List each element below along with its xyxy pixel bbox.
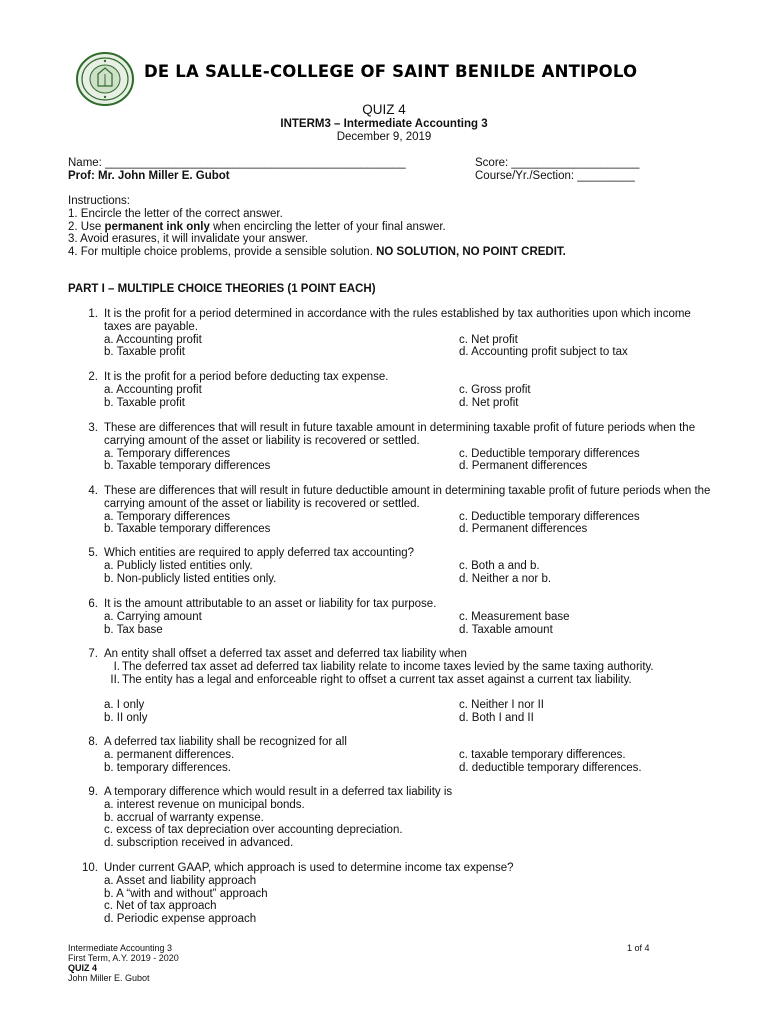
- option-b[interactable]: b. Non-publicly listed entities only.: [104, 572, 277, 585]
- statement-ii: The entity has a legal and enforceable right to offset a current tax asset against a current tax liability.: [122, 673, 632, 686]
- question-5: [76, 547, 716, 585]
- option-c[interactable]: c. Net of tax approach: [104, 900, 217, 913]
- option-d[interactable]: d. deductible temporary differences.: [459, 761, 642, 774]
- roman-numeral: I.: [113, 660, 120, 673]
- question-stem: Under current GAAP, which approach is used to determine income tax expense?: [104, 862, 514, 874]
- school-seal-icon: [76, 52, 134, 106]
- option-c[interactable]: c. Net profit: [459, 333, 518, 346]
- question-stem: It is the profit for a period determined in accordance with the rules established by tax authorities upon which income taxes are payable.: [104, 308, 691, 333]
- option-c[interactable]: c. taxable temporary differences.: [459, 748, 626, 761]
- question-number: 5.: [88, 547, 98, 559]
- option-a[interactable]: a. I only: [104, 699, 145, 712]
- question-stem: These are differences that will result in future deductible amount in determining taxable profit of future periods when the carrying amount of the asset or liability is recovered or settled.: [104, 485, 711, 510]
- question-stem: These are differences that will result in future taxable amount in determining taxable profit of future periods when the carrying amount of the asset or liability is recovered or settled.: [104, 422, 696, 447]
- question-number: 2.: [88, 371, 98, 383]
- question-10: [76, 862, 716, 926]
- option-b[interactable]: b. Taxable profit: [104, 396, 185, 409]
- prof-label: Prof: Mr. John Miller E. Gubot: [68, 170, 230, 182]
- option-b[interactable]: b. temporary differences.: [104, 761, 231, 774]
- option-d[interactable]: d. Permanent differences: [459, 523, 588, 536]
- option-c[interactable]: c. Gross profit: [459, 383, 531, 396]
- statement-i: The deferred tax asset ad deferred tax liability relate to income taxes levied by the same taxing authority.: [122, 660, 654, 673]
- quiz-date: December 9, 2019: [336, 131, 432, 143]
- name-field[interactable]: Name: _______________________________________________: [68, 157, 406, 169]
- question-stem: A deferred tax liability shall be recognized for all: [104, 736, 347, 748]
- question-number: 7.: [88, 648, 98, 660]
- option-b[interactable]: b. Tax base: [104, 623, 163, 636]
- instruction-2: 2. Use permanent ink only when encircling the letter of your final answer.: [68, 221, 446, 233]
- option-a[interactable]: a. Temporary differences: [104, 447, 231, 460]
- footer-term: First Term, A.Y. 2019 - 2020: [68, 953, 179, 963]
- option-d[interactable]: d. Neither a nor b.: [459, 572, 552, 585]
- question-stem: An entity shall offset a deferred tax asset and deferred tax liability when: [104, 648, 467, 660]
- instruction-1: 1. Encircle the letter of the correct answer.: [68, 208, 283, 220]
- question-number: 1.: [88, 308, 98, 320]
- option-c[interactable]: c. Neither I nor II: [459, 699, 545, 712]
- option-c[interactable]: c. excess of tax depreciation over accounting depreciation.: [104, 824, 403, 837]
- question-number: 10.: [82, 862, 98, 874]
- page-footer: [68, 943, 179, 983]
- instruction-3: 3. Avoid erasures, it will invalidate your answer.: [68, 233, 309, 245]
- question-8: [76, 736, 716, 774]
- option-a[interactable]: a. Accounting profit: [104, 383, 202, 396]
- option-a[interactable]: a. permanent differences.: [104, 748, 235, 761]
- question-9: [76, 786, 716, 850]
- option-a[interactable]: a. Publicly listed entities only.: [104, 559, 253, 572]
- option-b[interactable]: b. II only: [104, 711, 148, 724]
- page-number: 1 of 4: [627, 943, 650, 953]
- option-c[interactable]: c. Deductible temporary differences: [459, 510, 640, 523]
- roman-numeral: II.: [110, 673, 120, 686]
- course-section-field[interactable]: Course/Yr./Section: _________: [475, 170, 635, 182]
- option-d[interactable]: d. Permanent differences: [459, 460, 588, 473]
- option-b[interactable]: b. accrual of warranty expense.: [104, 811, 264, 824]
- option-d[interactable]: d. subscription received in advanced.: [104, 837, 294, 850]
- question-6: [76, 598, 716, 636]
- question-stem: It is the profit for a period before deducting tax expense.: [104, 371, 389, 383]
- question-number: 8.: [88, 736, 98, 748]
- question-4: [76, 485, 716, 536]
- part-heading: PART I – MULTIPLE CHOICE THEORIES (1 POINT EACH): [68, 283, 376, 295]
- question-2: [76, 371, 716, 409]
- option-b[interactable]: b. A “with and without” approach: [104, 887, 268, 900]
- option-b[interactable]: b. Taxable temporary differences: [104, 523, 271, 536]
- footer-author: John Miller E. Gubot: [68, 973, 150, 983]
- option-c[interactable]: c. Measurement base: [459, 610, 570, 623]
- question-number: 6.: [88, 598, 98, 610]
- option-a[interactable]: a. Accounting profit: [104, 333, 202, 346]
- quiz-title: QUIZ 4: [362, 102, 406, 117]
- option-b[interactable]: b. Taxable profit: [104, 346, 185, 359]
- score-field[interactable]: Score: ____________________: [475, 157, 640, 169]
- question-stem: It is the amount attributable to an asset or liability for tax purpose.: [104, 598, 437, 610]
- question-3: [76, 422, 716, 473]
- question-number: 3.: [88, 422, 98, 434]
- course-title: INTERM3 – Intermediate Accounting 3: [280, 118, 488, 130]
- option-a[interactable]: a. Asset and liability approach: [104, 874, 257, 887]
- question-stem: A temporary difference which would result in a deferred tax liability is: [104, 786, 453, 798]
- option-d[interactable]: d. Both I and II: [459, 711, 534, 724]
- option-d[interactable]: d. Taxable amount: [459, 623, 553, 636]
- option-c[interactable]: c. Deductible temporary differences: [459, 447, 640, 460]
- question-stem: Which entities are required to apply deferred tax accounting?: [104, 547, 415, 559]
- question-1: [76, 308, 716, 359]
- option-a[interactable]: a. Carrying amount: [104, 610, 202, 623]
- question-number: 9.: [88, 786, 98, 798]
- option-d[interactable]: d. Periodic expense approach: [104, 913, 257, 926]
- question-7: [76, 648, 716, 725]
- footer-quiz: QUIZ 4: [68, 963, 98, 973]
- option-d[interactable]: d. Net profit: [459, 396, 519, 409]
- option-a[interactable]: a. interest revenue on municipal bonds.: [104, 798, 305, 811]
- instruction-4: 4. For multiple choice problems, provide a sensible solution. NO SOLUTION, NO POINT CREDIT.: [68, 246, 566, 258]
- option-d[interactable]: d. Accounting profit subject to tax: [459, 346, 628, 359]
- option-b[interactable]: b. Taxable temporary differences: [104, 460, 271, 473]
- question-number: 4.: [88, 485, 98, 497]
- school-name: DE LA SALLE-COLLEGE OF SAINT BENILDE ANTIPOLO: [144, 62, 638, 81]
- footer-course: Intermediate Accounting 3: [68, 943, 173, 953]
- option-c[interactable]: c. Both a and b.: [459, 559, 540, 572]
- option-a[interactable]: a. Temporary differences: [104, 510, 231, 523]
- instructions-title: Instructions:: [68, 195, 130, 207]
